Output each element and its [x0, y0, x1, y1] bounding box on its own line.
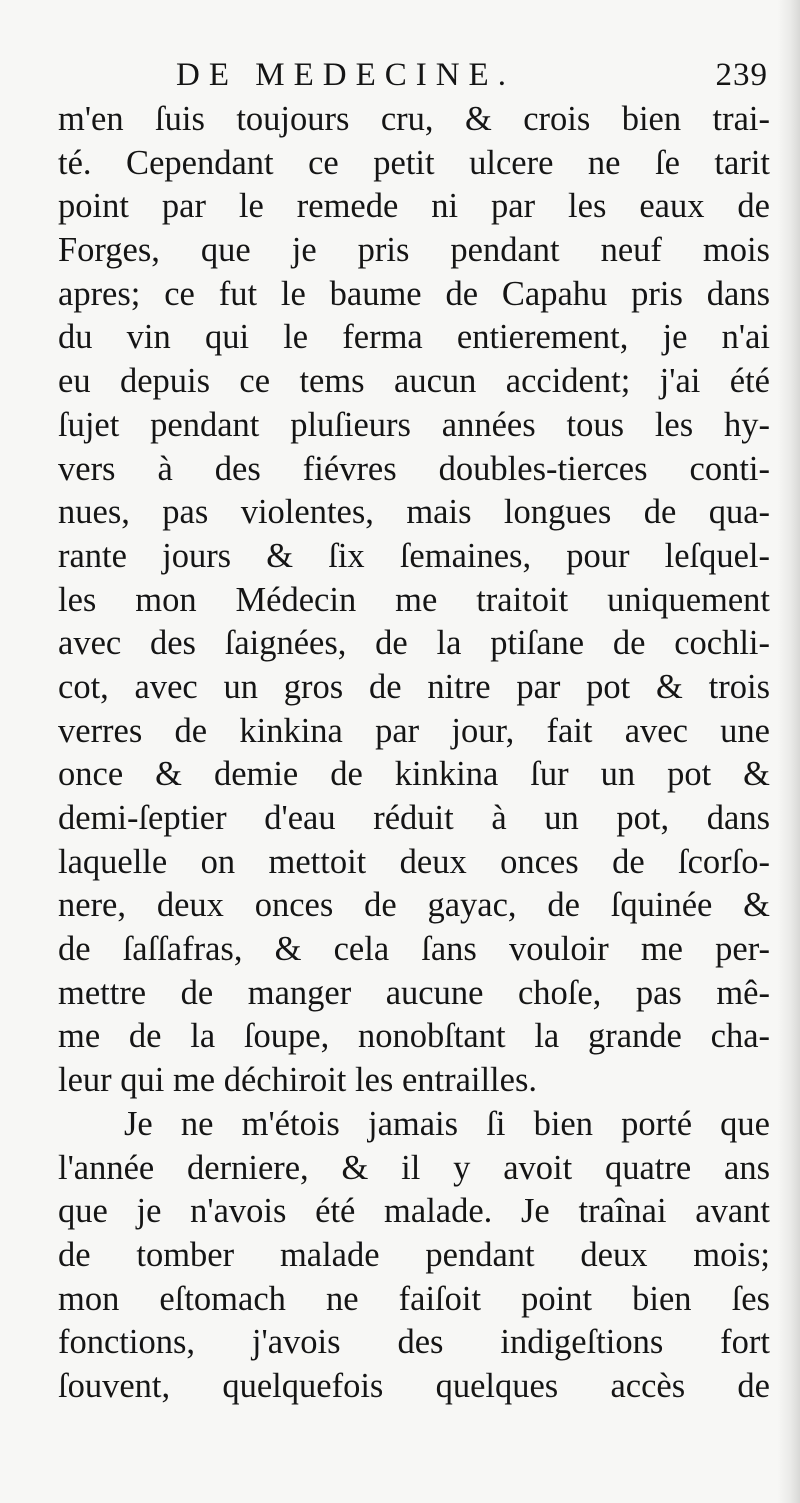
text-line: de tomber malade pendant deux mois; [58, 1235, 770, 1274]
text-line: verres de kinkina par jour, fait avec une [58, 711, 770, 750]
text-line: leur qui me déchiroit les entrailles. [58, 1061, 538, 1100]
text-line: cot, avec un gros de nitre par pot & trois [58, 667, 770, 706]
text-line: que je n'avois été malade. Je traînai avant [58, 1192, 770, 1231]
text-line: apres; ce fut le baume de Capahu pris dans [58, 274, 770, 313]
text-line: demi-ſeptier d'eau réduit à un pot, dans [58, 799, 770, 837]
text-line: ſouvent, quelquefois quelques accès de [58, 1366, 770, 1405]
text-line: once & demie de kinkina ſur un pot & [58, 755, 770, 794]
paragraph [58, 1103, 770, 1409]
text-line: m'en ſuis toujours cru, & crois bien trai- [58, 100, 770, 138]
page-text-block [58, 52, 770, 1409]
text-line: mon eſtomach ne faiſoit point bien ſes [58, 1279, 770, 1318]
text-line: ſujet pendant pluſieurs années tous les hy- [58, 405, 770, 444]
page-header [58, 52, 770, 98]
text-line: fonctions, j'avois des indigeſtions fort [58, 1323, 770, 1362]
paragraph [58, 98, 770, 1103]
text-line: nere, deux onces de gayac, de ſquinée & [58, 886, 770, 925]
text-line: avec des ſaignées, de la ptiſane de cochli- [58, 624, 770, 663]
text-line: eu depuis ce tems aucun accident; j'ai été [58, 362, 770, 401]
text-line: l'année derniere, & il y avoit quatre ans [58, 1148, 770, 1187]
page-gutter-shadow [778, 0, 800, 1503]
text-line: Je ne m'étois jamais ſi bien porté que [124, 1104, 770, 1143]
text-line: point par le remede ni par les eaux de [58, 187, 770, 226]
text-line: té. Cependant ce petit ulcere ne ſe tarit [58, 143, 770, 182]
text-line: laquelle on mettoit deux onces de ſcorſo- [58, 842, 770, 881]
text-line: les mon Médecin me traitoit uniquement [58, 580, 770, 619]
text-line: me de la ſoupe, nonobſtant la grande cha- [58, 1017, 770, 1056]
text-line: de ſaſſafras, & cela ſans vouloir me per- [58, 930, 770, 969]
text-line: vers à des fiévres doubles-tierces conti- [58, 449, 770, 488]
page-number: 239 [715, 57, 768, 93]
text-line: mettre de manger aucune choſe, pas mê- [58, 973, 770, 1012]
text-line: Forges, que je pris pendant neuf mois [58, 231, 770, 270]
running-title: DE MEDECINE. [176, 57, 515, 93]
text-line: du vin qui le ferma entierement, je n'ai [58, 318, 770, 357]
text-line: nues, pas violentes, mais longues de qua- [58, 493, 770, 532]
text-line: rante jours & ſix ſemaines, pour leſquel- [58, 536, 770, 575]
